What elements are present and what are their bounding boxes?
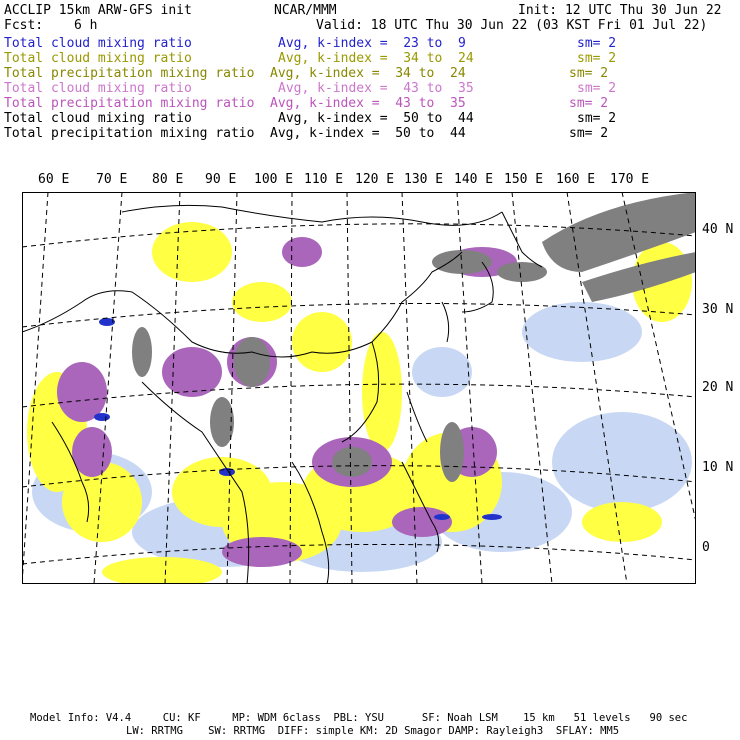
lat-label: 20 N	[702, 380, 734, 395]
lat-label: 0	[702, 540, 710, 555]
legend-avg: Avg, k-index = 43 to 35	[270, 96, 466, 111]
legend-field: Total cloud mixing ratio	[4, 81, 192, 96]
lon-label: 140 E	[454, 172, 494, 187]
lon-label: 90 E	[205, 172, 237, 187]
legend-avg: Avg, k-index = 23 to 9	[278, 36, 466, 51]
legend-field: Total cloud mixing ratio	[4, 111, 192, 126]
lon-label: 160 E	[556, 172, 596, 187]
forecast-map	[22, 192, 696, 584]
lat-label: 10 N	[702, 460, 734, 475]
legend-avg: Avg, k-index = 34 to 24	[270, 66, 466, 81]
model-title: ACCLIP 15km ARW-GFS init	[4, 3, 192, 18]
map-svg	[22, 192, 696, 584]
lon-label: 100 E	[254, 172, 294, 187]
legend-avg: Avg, k-index = 43 to 35	[278, 81, 474, 96]
valid-time: Valid: 18 UTC Thu 30 Jun 22 (03 KST Fri 01 Jul 22)	[316, 18, 708, 33]
lon-label: 150 E	[504, 172, 544, 187]
legend-sm: sm= 2	[577, 36, 617, 51]
footer-model-info: Model Info: V4.4 CU: KF MP: WDM 6class PBL: YSU SF: Noah LSM 15 km 51 levels 90 sec	[30, 712, 688, 724]
fcst-label: Fcst:	[4, 18, 44, 33]
lat-label: 30 N	[702, 302, 734, 317]
legend-field: Total precipitation mixing ratio	[4, 126, 255, 141]
org-label: NCAR/MMM	[274, 3, 337, 18]
lon-label: 130 E	[404, 172, 444, 187]
legend-sm: sm= 2	[577, 111, 617, 126]
lat-label: 40 N	[702, 222, 734, 237]
legend-avg: Avg, k-index = 50 to 44	[278, 111, 474, 126]
lon-label: 110 E	[304, 172, 344, 187]
fcst-value: 6 h	[74, 18, 98, 33]
legend-sm: sm= 2	[577, 51, 617, 66]
legend-sm: sm= 2	[577, 81, 617, 96]
legend-sm: sm= 2	[569, 66, 609, 81]
legend-field: Total precipitation mixing ratio	[4, 66, 255, 81]
legend-sm: sm= 2	[569, 126, 609, 141]
legend-field: Total precipitation mixing ratio	[4, 96, 255, 111]
legend-field: Total cloud mixing ratio	[4, 51, 192, 66]
lon-label: 60 E	[38, 172, 70, 187]
init-time: Init: 12 UTC Thu 30 Jun 22	[518, 3, 722, 18]
legend-field: Total cloud mixing ratio	[4, 36, 192, 51]
lon-label: 70 E	[96, 172, 128, 187]
lon-label: 120 E	[355, 172, 395, 187]
lon-label: 170 E	[610, 172, 650, 187]
legend-avg: Avg, k-index = 34 to 24	[278, 51, 474, 66]
legend-sm: sm= 2	[569, 96, 609, 111]
lon-label: 80 E	[152, 172, 184, 187]
legend-avg: Avg, k-index = 50 to 44	[270, 126, 466, 141]
footer-physics-info: LW: RRTMG SW: RRTMG DIFF: simple KM: 2D Smagor DAMP: Rayleigh3 SFLAY: MM5	[126, 725, 620, 737]
